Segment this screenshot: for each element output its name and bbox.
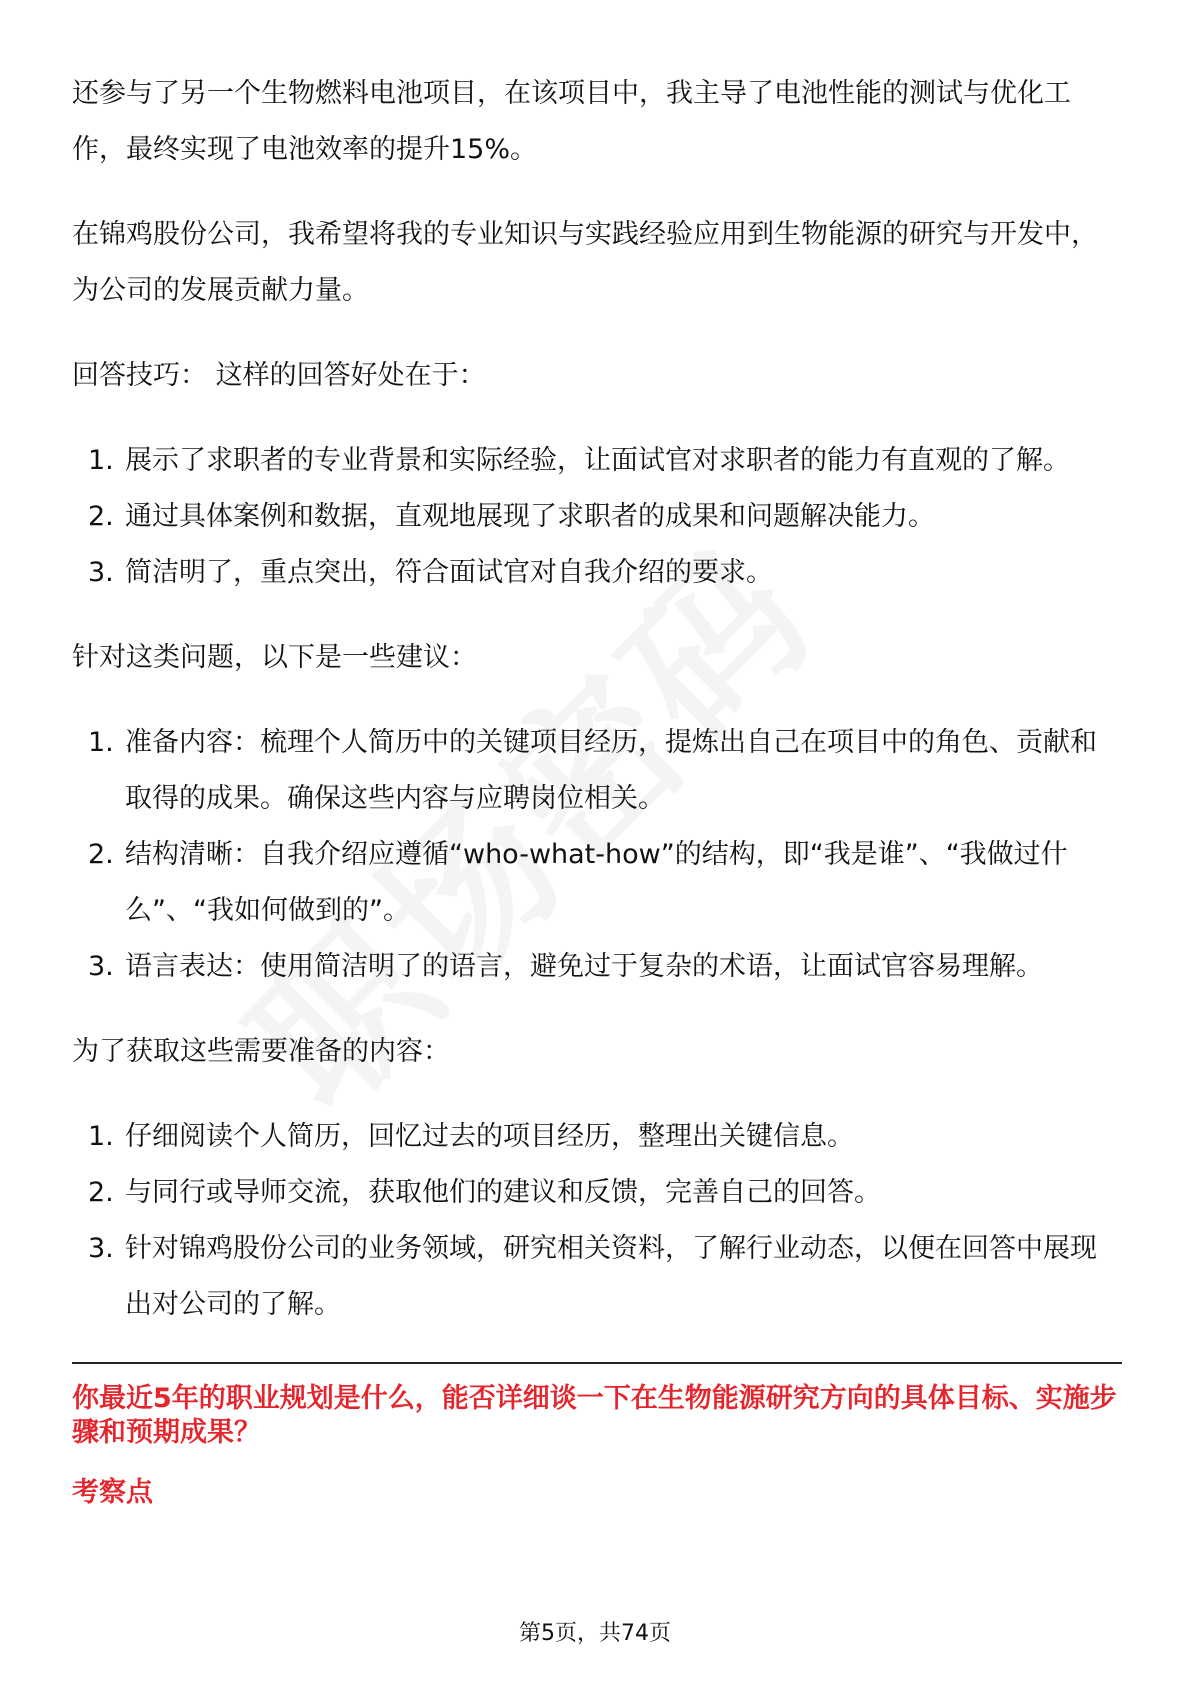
paragraph-goal: 在锦鸡股份公司，我希望将我的专业知识与实践经验应用到生物能源的研究与开发中，为公司的发展贡献力量。	[72, 219, 1098, 306]
list-item-text: 简洁明了，重点突出，符合面试官对自我介绍的要求。	[125, 557, 773, 588]
list-item-text: 展示了求职者的专业背景和实际经验，让面试官对求职者的能力有直观的了解。	[125, 445, 1070, 476]
question-heading: 你最近5年的职业规划是什么，能否详细谈一下在生物能源研究方向的具体目标、实施步骤和预期成果？	[72, 1383, 1117, 1448]
list-item	[72, 1109, 1122, 1165]
section-heading: 考察点	[72, 1477, 153, 1508]
list-number: 2.	[88, 1177, 114, 1208]
list-number: 1.	[88, 1121, 114, 1152]
prep-list	[72, 1109, 1122, 1333]
section-divider	[72, 1362, 1122, 1364]
list-number: 2.	[88, 839, 114, 870]
advice-list	[72, 715, 1122, 995]
page-number: 第5页，共74页	[519, 1621, 671, 1646]
list-number: 3.	[88, 1233, 114, 1264]
list-item	[72, 715, 1122, 827]
list-number: 1.	[88, 727, 114, 758]
list-item	[72, 545, 1122, 601]
tips-intro: 回答技巧： 这样的回答好处在于：	[72, 360, 486, 391]
advice-intro: 针对这类问题，以下是一些建议：	[72, 642, 477, 673]
list-item	[72, 489, 1122, 545]
list-item-text: 针对锦鸡股份公司的业务领域，研究相关资料，了解行业动态，以便在回答中展现出对公司的了解。	[125, 1233, 1097, 1320]
list-number: 3.	[88, 951, 114, 982]
document-body	[72, 66, 1122, 1510]
list-item	[72, 1165, 1122, 1221]
list-item-text: 语言表达：使用简洁明了的语言，避免过于复杂的术语，让面试官容易理解。	[125, 951, 1043, 982]
list-item-text: 通过具体案例和数据，直观地展现了求职者的成果和问题解决能力。	[125, 501, 935, 532]
list-number: 2.	[88, 501, 114, 532]
list-number: 3.	[88, 557, 114, 588]
paragraph-project: 还参与了另一个生物燃料电池项目，在该项目中，我主导了电池性能的测试与优化工作，最终实现了电池效率的提升15%。	[72, 78, 1071, 165]
list-number: 1.	[88, 445, 114, 476]
list-item	[72, 939, 1122, 995]
list-item-text: 结构清晰：自我介绍应遵循“who-what-how”的结构，即“我是谁”、“我做过什么”、“我如何做到的”。	[125, 839, 1068, 926]
list-item-text: 仔细阅读个人简历，回忆过去的项目经历，整理出关键信息。	[125, 1121, 854, 1152]
list-item	[72, 1221, 1122, 1333]
tips-list	[72, 433, 1122, 601]
prep-intro: 为了获取这些需要准备的内容：	[72, 1036, 450, 1067]
list-item	[72, 827, 1122, 939]
list-item-text: 与同行或导师交流，获取他们的建议和反馈，完善自己的回答。	[125, 1177, 881, 1208]
list-item-text: 准备内容：梳理个人简历中的关键项目经历，提炼出自己在项目中的角色、贡献和取得的成果。确保这些内容与应聘岗位相关。	[125, 727, 1097, 814]
list-item	[72, 433, 1122, 489]
